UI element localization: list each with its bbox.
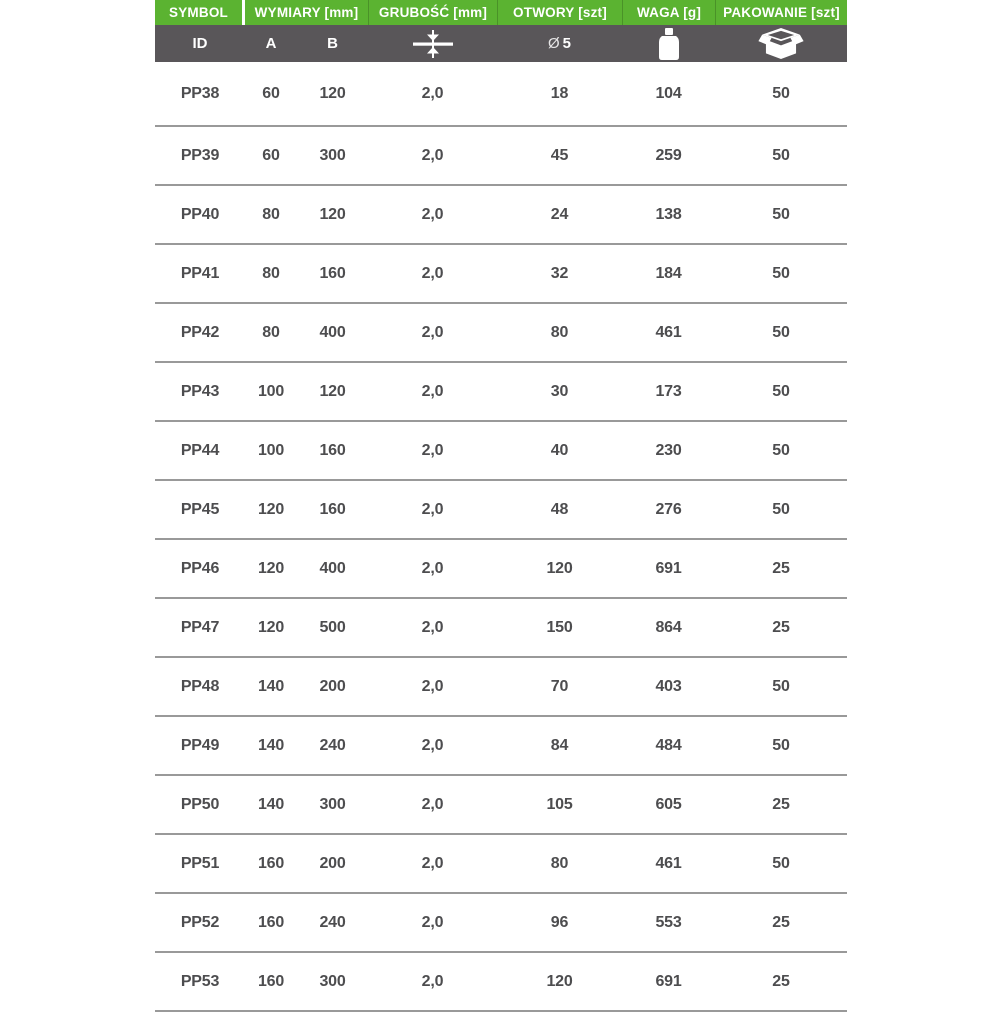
cell-symbol: PP53 <box>180 972 220 990</box>
header-pakowanie: PAKOWANIE [szt] <box>715 0 847 25</box>
table-row <box>155 599 847 658</box>
cell-grubosc: 2,0 <box>421 205 444 223</box>
subheader-diameter <box>497 25 622 62</box>
cell-symbol: PP48 <box>180 677 220 695</box>
cell-grubosc: 2,0 <box>421 146 444 164</box>
cell-waga: 461 <box>655 323 682 341</box>
table-row <box>155 245 847 304</box>
cell-otwory: 30 <box>550 382 569 400</box>
cell-otwory: 84 <box>550 736 569 754</box>
cell-symbol: PP38 <box>180 84 220 102</box>
weight-icon <box>622 25 715 62</box>
cell-wymiary-a: 60 <box>262 146 280 164</box>
cell-grubosc: 2,0 <box>421 854 444 872</box>
table-row <box>155 776 847 835</box>
cell-symbol: PP50 <box>180 795 220 813</box>
table-row <box>155 953 847 1012</box>
table-body <box>155 62 847 1012</box>
table-row <box>155 304 847 363</box>
cell-wymiary-a: 160 <box>257 913 285 931</box>
cell-wymiary-b: 160 <box>319 500 346 518</box>
cell-wymiary-a: 100 <box>257 382 285 400</box>
cell-otwory: 70 <box>550 677 569 695</box>
cell-grubosc: 2,0 <box>421 84 444 102</box>
open-box-icon <box>715 25 847 62</box>
cell-grubosc: 2,0 <box>421 677 444 695</box>
table-subheader-row <box>155 25 847 62</box>
cell-wymiary-b: 300 <box>319 972 346 990</box>
header-waga: WAGA [g] <box>622 0 715 25</box>
cell-wymiary-a: 80 <box>262 264 280 282</box>
cell-otwory: 80 <box>550 854 569 872</box>
cell-wymiary-a: 120 <box>257 500 285 518</box>
cell-symbol: PP45 <box>180 500 220 518</box>
cell-pakowanie: 50 <box>772 500 790 518</box>
cell-wymiary-a: 140 <box>257 736 285 754</box>
cell-otwory: 48 <box>550 500 569 518</box>
cell-wymiary-b: 400 <box>319 559 346 577</box>
thickness-icon <box>368 25 497 62</box>
header-wymiary: WYMIARY [mm] <box>254 5 359 20</box>
cell-wymiary-b: 160 <box>319 441 346 459</box>
cell-symbol: PP43 <box>180 382 220 400</box>
table-header-row <box>155 0 847 25</box>
table-row <box>155 658 847 717</box>
cell-grubosc: 2,0 <box>421 559 444 577</box>
cell-otwory: 150 <box>546 618 573 636</box>
table-row <box>155 835 847 894</box>
cell-wymiary-a: 100 <box>257 441 285 459</box>
cell-otwory: 96 <box>550 913 569 931</box>
cell-pakowanie: 25 <box>772 972 790 990</box>
cell-symbol: PP49 <box>180 736 220 754</box>
cell-symbol: PP47 <box>180 618 220 636</box>
cell-pakowanie: 25 <box>772 795 790 813</box>
cell-waga: 403 <box>655 677 682 695</box>
cell-pakowanie: 50 <box>772 146 790 164</box>
cell-pakowanie: 50 <box>772 441 790 459</box>
cell-otwory: 45 <box>550 146 569 164</box>
table-row <box>155 422 847 481</box>
cell-wymiary-a: 140 <box>257 795 285 813</box>
cell-symbol: PP40 <box>180 205 220 223</box>
subheader-id: ID <box>192 35 208 52</box>
cell-symbol: PP41 <box>180 264 220 282</box>
cell-waga: 605 <box>655 795 682 813</box>
cell-otwory: 80 <box>550 323 569 341</box>
cell-wymiary-b: 500 <box>319 618 346 636</box>
cell-wymiary-a: 60 <box>262 84 280 102</box>
cell-otwory: 24 <box>550 205 569 223</box>
cell-waga: 484 <box>655 736 682 754</box>
cell-waga: 230 <box>655 441 682 459</box>
header-symbol: SYMBOL <box>155 0 245 25</box>
subheader-b: B <box>327 35 338 52</box>
cell-wymiary-b: 120 <box>319 382 346 400</box>
cell-grubosc: 2,0 <box>421 795 444 813</box>
spec-table <box>155 0 847 1012</box>
cell-pakowanie: 50 <box>772 854 790 872</box>
cell-grubosc: 2,0 <box>421 736 444 754</box>
cell-waga: 864 <box>655 618 682 636</box>
cell-pakowanie: 50 <box>772 264 790 282</box>
table-row <box>155 363 847 422</box>
table-row <box>155 894 847 953</box>
diameter-symbol: Ø <box>547 35 560 52</box>
cell-waga: 184 <box>655 264 682 282</box>
cell-pakowanie: 25 <box>772 913 790 931</box>
cell-pakowanie: 50 <box>772 677 790 695</box>
cell-waga: 461 <box>655 854 682 872</box>
cell-grubosc: 2,0 <box>421 972 444 990</box>
table-row <box>155 127 847 186</box>
cell-waga: 276 <box>655 500 682 518</box>
cell-otwory: 18 <box>550 84 569 102</box>
cell-wymiary-b: 200 <box>319 854 346 872</box>
cell-pakowanie: 50 <box>772 205 790 223</box>
cell-otwory: 32 <box>550 264 569 282</box>
cell-wymiary-b: 240 <box>319 736 346 754</box>
cell-otwory: 105 <box>546 795 573 813</box>
cell-wymiary-b: 200 <box>319 677 346 695</box>
cell-symbol: PP46 <box>180 559 220 577</box>
table-row <box>155 186 847 245</box>
diameter-value: 5 <box>562 35 571 52</box>
cell-wymiary-b: 300 <box>319 146 346 164</box>
table-row <box>155 481 847 540</box>
table-row <box>155 62 847 127</box>
cell-grubosc: 2,0 <box>421 441 444 459</box>
cell-wymiary-a: 140 <box>257 677 285 695</box>
cell-otwory: 120 <box>546 972 573 990</box>
cell-pakowanie: 25 <box>772 559 790 577</box>
cell-pakowanie: 25 <box>772 618 790 636</box>
cell-grubosc: 2,0 <box>421 618 444 636</box>
cell-waga: 553 <box>655 913 682 931</box>
table-row <box>155 540 847 599</box>
cell-symbol: PP44 <box>180 441 220 459</box>
cell-symbol: PP51 <box>180 854 220 872</box>
cell-wymiary-a: 80 <box>262 205 280 223</box>
cell-wymiary-b: 120 <box>319 205 346 223</box>
cell-grubosc: 2,0 <box>421 323 444 341</box>
cell-waga: 691 <box>655 972 682 990</box>
cell-waga: 173 <box>655 382 682 400</box>
cell-wymiary-b: 120 <box>319 84 346 102</box>
cell-wymiary-a: 160 <box>257 972 285 990</box>
cell-pakowanie: 50 <box>772 382 790 400</box>
cell-waga: 691 <box>655 559 682 577</box>
cell-grubosc: 2,0 <box>421 913 444 931</box>
cell-symbol: PP39 <box>180 146 220 164</box>
cell-wymiary-a: 80 <box>262 323 280 341</box>
cell-wymiary-a: 120 <box>257 618 285 636</box>
cell-otwory: 40 <box>550 441 569 459</box>
header-otwory: OTWORY [szt] <box>497 0 622 25</box>
cell-grubosc: 2,0 <box>421 264 444 282</box>
header-grubosc: GRUBOŚĆ [mm] <box>368 0 497 25</box>
cell-wymiary-a: 120 <box>257 559 285 577</box>
cell-wymiary-a: 160 <box>257 854 285 872</box>
cell-wymiary-b: 300 <box>319 795 346 813</box>
cell-wymiary-b: 240 <box>319 913 346 931</box>
cell-pakowanie: 50 <box>772 84 790 102</box>
cell-pakowanie: 50 <box>772 323 790 341</box>
cell-waga: 104 <box>655 84 682 102</box>
cell-wymiary-b: 160 <box>319 264 346 282</box>
cell-symbol: PP42 <box>180 323 220 341</box>
cell-waga: 259 <box>655 146 682 164</box>
cell-otwory: 120 <box>546 559 573 577</box>
cell-waga: 138 <box>655 205 682 223</box>
subheader-a: A <box>265 35 277 52</box>
cell-pakowanie: 50 <box>772 736 790 754</box>
cell-symbol: PP52 <box>180 913 220 931</box>
cell-grubosc: 2,0 <box>421 382 444 400</box>
cell-grubosc: 2,0 <box>421 500 444 518</box>
table-row <box>155 717 847 776</box>
cell-wymiary-b: 400 <box>319 323 346 341</box>
